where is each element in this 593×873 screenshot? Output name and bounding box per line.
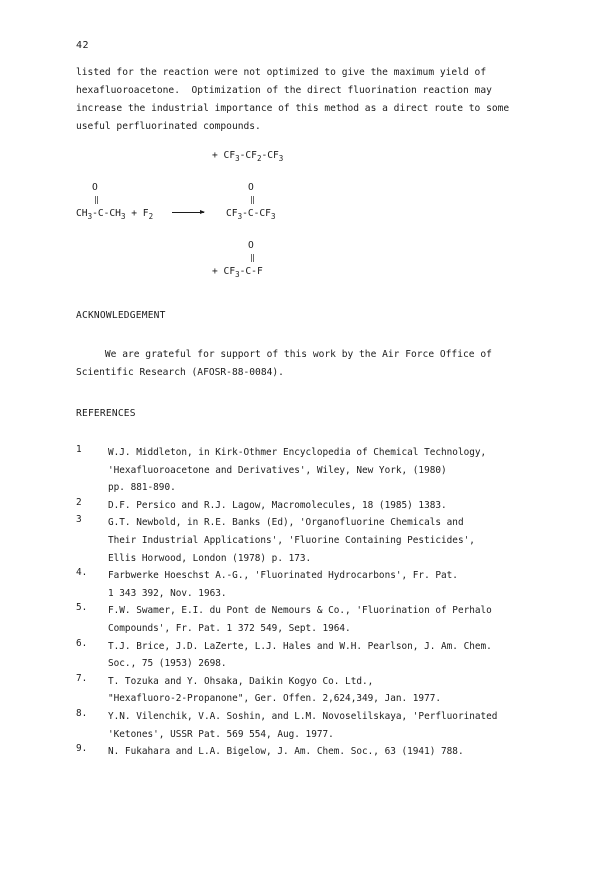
paragraph-line: useful perfluorinated compounds. [76,121,261,132]
reaction-arrow-icon [172,212,204,213]
reference-item [76,638,546,673]
double-bond-mark: ‖ [94,195,99,204]
acknowledgement-text [76,346,536,382]
reference-item [76,673,546,708]
product-oxygen: O [248,182,254,193]
reference-number: 6. [76,637,88,649]
double-bond-mark: ‖ [250,253,255,262]
reference-number: 1 [76,444,82,455]
ketone-oxygen: O [92,182,98,193]
page-number: 42 [76,40,90,51]
reference-number: 4. [76,567,88,579]
reference-line: 'Hexafluoroacetone and Derivatives', Wiley, New York, (1980) [108,464,447,476]
reference-line: T. Tozuka and Y. Ohsaka, Daikin Kogyo Co. Ltd., [108,675,374,687]
ack-line: Scientific Research (AFOSR-88-0084). [76,367,284,378]
reference-line: Their Industrial Applications', 'Fluorine Containing Pesticides', [108,534,475,546]
reference-item [76,708,546,743]
references-heading: REFERENCES [76,408,136,419]
reference-item [76,514,546,567]
reference-line: pp. 881-890. [108,482,176,494]
ack-line: We are grateful for support of this work by the Air Force Office of [76,349,492,360]
reference-line: G.T. Newbold, in R.E. Banks (Ed), 'Organofluorine Chemicals and [108,517,464,529]
product-oxygen: O [248,240,254,251]
reference-line: T.J. Brice, J.D. LaZerte, L.J. Hales and W.H. Pearlson, J. Am. Chem. [108,640,492,652]
reference-number: 3 [76,514,82,526]
reference-number: 5. [76,602,88,614]
product-acyl-fluoride: + $CF_3-C-F$ [212,266,263,279]
reference-item [76,743,546,761]
reference-line: Compounds', Fr. Pat. 1 372 549, Sept. 1964. [108,622,351,634]
reference-number: 2 [76,496,82,508]
reference-line: N. Fukahara and L.A. Bigelow, J. Am. Chem. Soc., 63 (1941) 788. [108,746,464,758]
product-perfluoropropane: + $CF_3-CF_2-CF_3$ [212,150,284,163]
paragraph-line: hexafluoroacetone. Optimization of the direct fluorination reaction may [76,85,492,96]
double-bond-mark: ‖ [250,195,255,204]
reference-item [76,444,546,497]
product-hexafluoroacetone: $CF_3-C-CF_3$ [226,208,276,221]
reference-line: Farbwerke Hoeschst A.-G., 'Fluorinated Hydrocarbons', Fr. Pat. [108,570,458,582]
reactant-acetone: $CH_3-C-CH_3 + F_2$ [76,208,154,221]
reference-item [76,602,546,637]
reference-item [76,497,546,515]
reference-line: Soc., 75 (1953) 2698. [108,658,227,670]
references-list [76,444,546,761]
reference-line: Y.N. Vilenchik, V.A. Soshin, and L.M. Novoselilskaya, 'Perfluorinated [108,710,498,722]
reference-number: 7. [76,672,88,684]
reference-line: "Hexafluoro-2-Propanone", Ger. Offen. 2,624,349, Jan. 1977. [108,693,442,705]
reference-number: 9. [76,743,88,755]
body-paragraph [76,64,536,136]
reference-line: D.F. Persico and R.J. Lagow, Macromolecules, 18 (1985) 1383. [108,499,447,511]
acknowledgement-heading: ACKNOWLEDGEMENT [76,310,166,321]
reference-line: F.W. Swamer, E.I. du Pont de Nemours & Co., 'Fluorination of Perhalo [108,605,492,617]
reference-number: 8. [76,707,88,719]
reference-line: 1 343 392, Nov. 1963. [108,587,227,599]
paragraph-line: increase the industrial importance of this method as a direct route to some [76,103,510,114]
paragraph-line: listed for the reaction were not optimized to give the maximum yield of [76,67,487,78]
reference-line: 'Ketones', USSR Pat. 569 554, Aug. 1977. [108,728,334,740]
reference-item [76,567,546,602]
reference-line: Ellis Horwood, London (1978) p. 173. [108,552,312,564]
reference-line: W.J. Middleton, in Kirk-Othmer Encyclopedia of Chemical Technology, [108,447,487,458]
